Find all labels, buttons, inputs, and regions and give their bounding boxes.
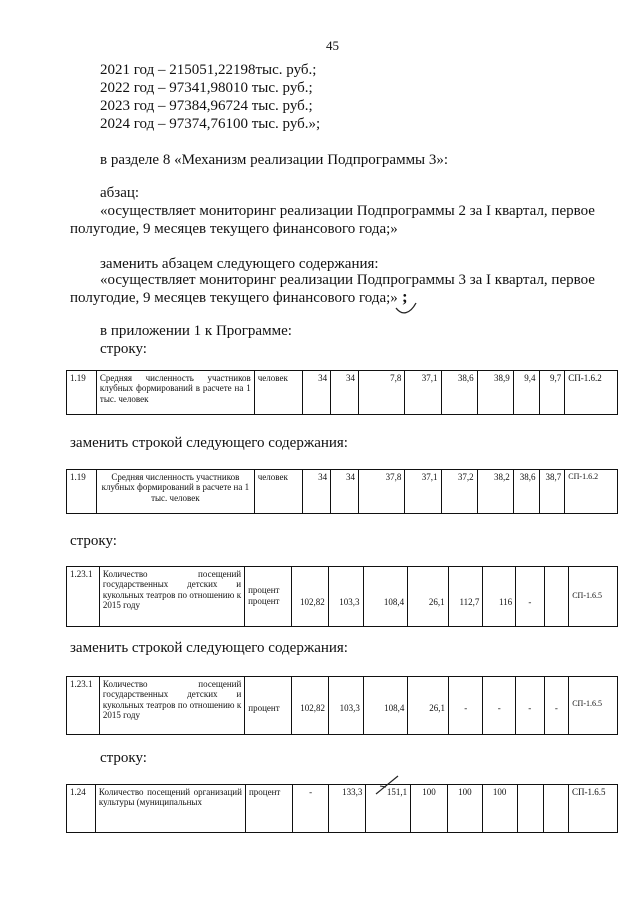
row-code: СП-1.6.2 [565, 470, 618, 514]
row-unit: человек [254, 470, 302, 514]
cell-value: - [515, 677, 544, 735]
cell-value: 37,8 [358, 470, 404, 514]
row-description: Средняя численность участников клубных формирований в расчете на 1 тыс. человек [96, 371, 254, 415]
cell-value: 100 [411, 785, 448, 833]
cell-value: 34 [303, 371, 331, 415]
cell-value: 38,7 [539, 470, 565, 514]
replace-row-label-1: заменить строкой следующего содержания: [70, 435, 348, 451]
appendix-heading: в приложении 1 к Программе: [100, 323, 292, 339]
cell-value: 100 [447, 785, 482, 833]
cell-value: 34 [331, 371, 359, 415]
cell-value: 133,3 [329, 785, 366, 833]
section8-heading: в разделе 8 «Механизм реализации Подпрограммы 3»: [100, 152, 449, 168]
cell-value: 9,4 [513, 371, 539, 415]
row-number: 1.19 [67, 371, 97, 415]
cell-value [517, 785, 544, 833]
table-row [67, 785, 618, 833]
row-unit [245, 567, 292, 627]
cell-value: 37,1 [405, 470, 441, 514]
row-code: СП-1.6.5 [569, 785, 618, 833]
cell-value [544, 785, 569, 833]
row-number: 1.19 [67, 470, 97, 514]
new-paragraph-line1: «осуществляет мониторинг реализации Подпрограммы 3 за I квартал, первое [100, 272, 595, 288]
replace-paragraph-label: заменить абзацем следующего содержания: [100, 256, 379, 272]
indicator-table-new-1.23.1 [66, 676, 618, 735]
cell-value: 38,6 [441, 371, 477, 415]
table-row [67, 470, 618, 514]
row-label-2: строку: [70, 533, 117, 549]
cell-value: 112,7 [448, 567, 483, 627]
cell-value: 38,2 [477, 470, 513, 514]
cell-value: 7,8 [358, 371, 404, 415]
row-code: СП-1.6.5 [569, 677, 618, 735]
row-number: 1.24 [67, 785, 96, 833]
row-description: Количество посещений организаций культуры (муниципальных [95, 785, 245, 833]
cell-value: 37,2 [441, 470, 477, 514]
cell-value: 34 [331, 470, 359, 514]
cell-value: 37,1 [405, 371, 441, 415]
indicator-table-old-1.23.1 [66, 566, 618, 627]
row-label-1: строку: [100, 341, 147, 357]
unit-text: процент [248, 585, 280, 595]
budget-line-2023: 2023 год – 97384,96724 тыс. руб.; [100, 98, 313, 114]
cell-value: 116 [483, 567, 516, 627]
cell-value: 34 [303, 470, 331, 514]
row-code: СП-1.6.2 [565, 371, 618, 415]
cell-value: - [544, 677, 569, 735]
row-description: Количество посещений государственных детских и кукольных театров по отношению к 2015 году [99, 677, 244, 735]
cell-value: 103,3 [328, 567, 363, 627]
cell-value: 102,82 [291, 567, 328, 627]
table-row [67, 371, 618, 415]
old-paragraph-line1: «осуществляет мониторинг реализации Подпрограммы 2 за I квартал, первое [100, 203, 595, 219]
cell-value: - [516, 567, 545, 627]
cell-value: - [449, 677, 483, 735]
table-row [67, 677, 618, 735]
cell-value: 38,6 [513, 470, 539, 514]
budget-line-2022: 2022 год – 97341,98010 тыс. руб.; [100, 80, 313, 96]
cell-value: - [483, 677, 515, 735]
paragraph-label: абзац: [100, 185, 140, 201]
indicator-table-old-1.24 [66, 784, 618, 833]
row-unit: процент [245, 785, 292, 833]
cell-value: - [292, 785, 329, 833]
replace-row-label-2: заменить строкой следующего содержания: [70, 640, 348, 656]
row-unit: процент [245, 677, 292, 735]
new-paragraph-line2: полугодие, 9 месяцев текущего финансового года;» [70, 290, 398, 306]
row-code: СП-1.6.5 [569, 567, 618, 627]
cell-value: 9,7 [539, 371, 565, 415]
row-description: Количество посещений государственных детских и кукольных театров по отношению к 2015 году [99, 567, 244, 627]
row-description: Средняя численность участников клубных формирований в расчете на 1 тыс. человек [96, 470, 254, 514]
row-number: 1.23.1 [67, 677, 100, 735]
cell-value: 108,4 [363, 677, 408, 735]
cell-value [544, 567, 569, 627]
cell-value: 103,3 [328, 677, 363, 735]
handwritten-semicolon: ; [402, 287, 408, 306]
row-label-3: строку: [100, 750, 147, 766]
old-paragraph-line2: полугодие, 9 месяцев текущего финансового года;» [70, 221, 398, 237]
cell-value: 26,1 [408, 567, 449, 627]
indicator-table-old-1.19 [66, 370, 618, 415]
cell-value: 102,82 [292, 677, 329, 735]
cell-value: 38,9 [477, 371, 513, 415]
handwritten-slash-icon [372, 774, 402, 796]
row-number: 1.23.1 [67, 567, 100, 627]
table-row [67, 567, 618, 627]
budget-line-2024: 2024 год – 97374,76100 тыс. руб.»; [100, 116, 321, 132]
cell-value: 151,1 [366, 785, 411, 833]
page-number: 45 [326, 38, 339, 53]
cell-value: 100 [482, 785, 517, 833]
row-unit: человек [254, 371, 302, 415]
indicator-table-new-1.19 [66, 469, 618, 514]
cell-value: 26,1 [408, 677, 449, 735]
unit-text: процент [248, 595, 280, 606]
cell-value: 108,4 [363, 567, 408, 627]
budget-line-2021: 2021 год – 215051,22198тыс. руб.; [100, 62, 317, 78]
handwritten-mark-icon [394, 300, 420, 318]
